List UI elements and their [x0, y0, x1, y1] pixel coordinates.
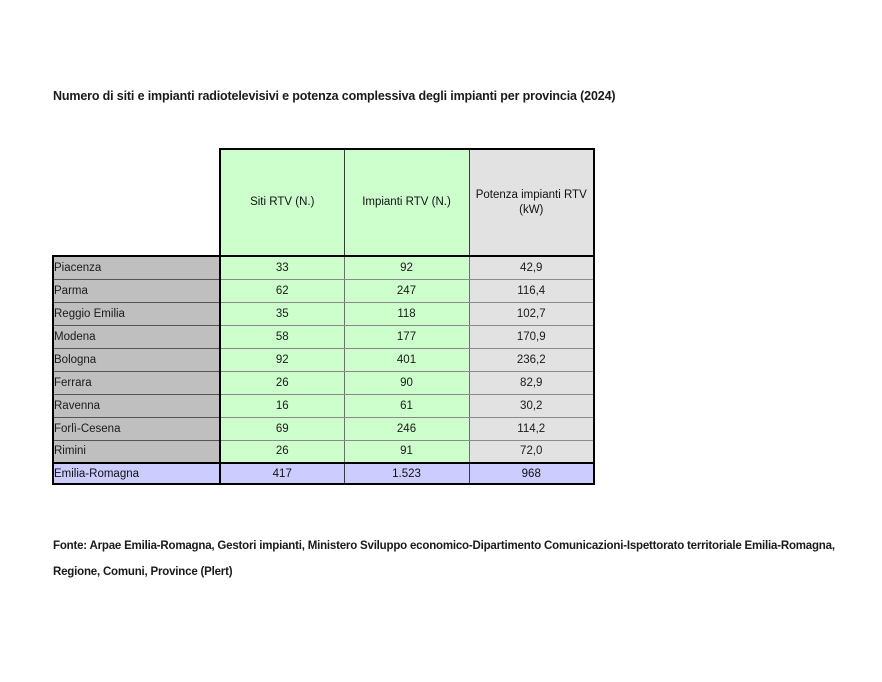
- total-cell-potenza: 968: [469, 463, 594, 484]
- column-header-impianti-rtv: Impianti RTV (N.): [344, 149, 469, 256]
- cell-impianti: 247: [344, 279, 469, 302]
- table-row: [53, 279, 594, 302]
- cell-siti: 69: [220, 417, 344, 440]
- cell-siti: 33: [220, 256, 344, 279]
- source-note: Fonte: Arpae Emilia-Romagna, Gestori impianti, Ministero Sviluppo economico-Dipartimento Comunicazioni-Ispettorato territoriale Emilia-Romagna, Regione, Comuni, Province (Plert): [53, 540, 835, 578]
- cell-siti: 35: [220, 302, 344, 325]
- cell-potenza: 114,2: [469, 417, 594, 440]
- row-label: Rimini: [53, 440, 220, 463]
- cell-potenza: 102,7: [469, 302, 594, 325]
- table-total-row: [53, 463, 594, 484]
- column-header-potenza-line2: (kW): [519, 203, 544, 216]
- column-header-siti-rtv: Siti RTV (N.): [220, 149, 344, 256]
- table-row: [53, 256, 594, 279]
- cell-potenza: 42,9: [469, 256, 594, 279]
- table-row: [53, 417, 594, 440]
- cell-impianti: 401: [344, 348, 469, 371]
- cell-impianti: 90: [344, 371, 469, 394]
- rtv-statistics-table: [52, 148, 595, 485]
- cell-siti: 16: [220, 394, 344, 417]
- cell-impianti: 177: [344, 325, 469, 348]
- cell-impianti: 92: [344, 256, 469, 279]
- row-label: Ferrara: [53, 371, 220, 394]
- cell-siti: 92: [220, 348, 344, 371]
- table-row: [53, 371, 594, 394]
- row-label: Piacenza: [53, 256, 220, 279]
- table-row: [53, 394, 594, 417]
- page-title: Numero di siti e impianti radiotelevisivi e potenza complessiva degli impianti per provincia (2024): [53, 89, 616, 103]
- cell-impianti: 118: [344, 302, 469, 325]
- column-header-potenza-line1: Potenza impianti RTV: [475, 188, 587, 201]
- table-corner-cell: [53, 149, 220, 256]
- cell-siti: 62: [220, 279, 344, 302]
- cell-potenza: 30,2: [469, 394, 594, 417]
- cell-siti: 58: [220, 325, 344, 348]
- row-label: Ravenna: [53, 394, 220, 417]
- cell-impianti: 91: [344, 440, 469, 463]
- column-header-potenza-impianti-rtv: [469, 149, 594, 256]
- row-label: Parma: [53, 279, 220, 302]
- table-row: [53, 325, 594, 348]
- row-label: Forlì-Cesena: [53, 417, 220, 440]
- table-header-row: [53, 149, 594, 256]
- row-label: Bologna: [53, 348, 220, 371]
- cell-potenza: 236,2: [469, 348, 594, 371]
- cell-impianti: 246: [344, 417, 469, 440]
- total-cell-impianti: 1.523: [344, 463, 469, 484]
- cell-potenza: 170,9: [469, 325, 594, 348]
- cell-potenza: 82,9: [469, 371, 594, 394]
- row-label: Reggio Emilia: [53, 302, 220, 325]
- table-row: [53, 348, 594, 371]
- table-row: [53, 302, 594, 325]
- table-row: [53, 440, 594, 463]
- total-row-label: Emilia-Romagna: [53, 463, 220, 484]
- cell-siti: 26: [220, 371, 344, 394]
- row-label: Modena: [53, 325, 220, 348]
- total-cell-siti: 417: [220, 463, 344, 484]
- cell-potenza: 72,0: [469, 440, 594, 463]
- cell-potenza: 116,4: [469, 279, 594, 302]
- cell-impianti: 61: [344, 394, 469, 417]
- cell-siti: 26: [220, 440, 344, 463]
